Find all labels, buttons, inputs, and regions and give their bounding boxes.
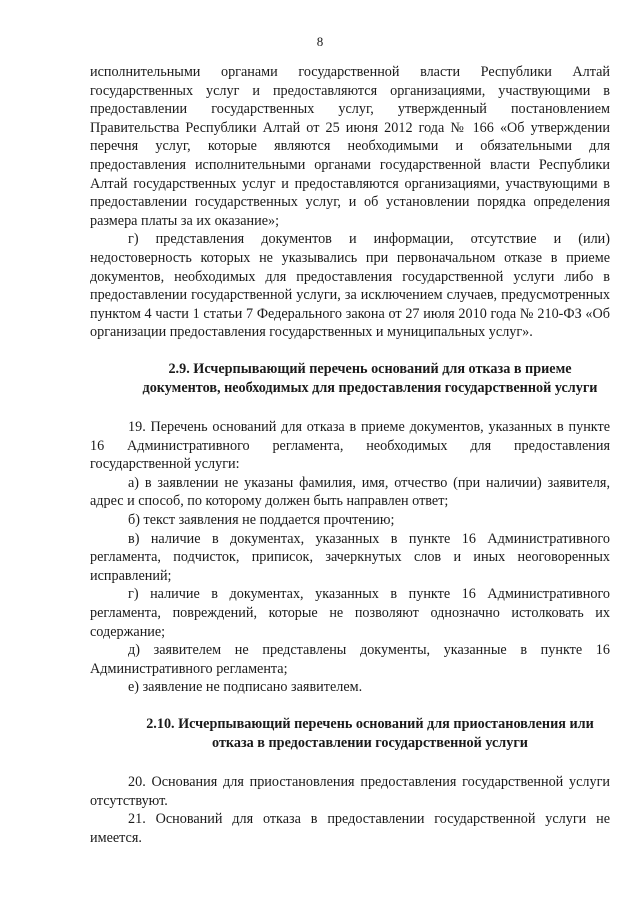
list-item: а) в заявлении не указаны фамилия, имя, отчество (при наличии) заявителя, адрес и способ, по которому должен быть направлен ответ;	[90, 474, 610, 510]
section-heading: 2.9. Исчерпывающий перечень оснований для отказа в приеме документов, необходимых для предоставления государственной услуги	[142, 360, 598, 396]
paragraph: исполнительными органами государственной власти Республики Алтай государственных услуг и предоставляются организациями, участвующими в предоставлении государственных услуг, утвержденный постановлением Правительства Республики Алтай от 25 июня 2012 года № 166 «Об утверждении перечня услуг, которые являются необходимыми и обязательными для предоставления исполнительными органами государственной власти Республики Алтай государственных услуг и предоставляются организациями, участвующими в предоставлении государственных услуг, и об установлении порядка определения размера платы за их оказание»;	[90, 64, 610, 229]
document-body	[90, 63, 610, 848]
paragraph: 21. Оснований для отказа в предоставлении государственной услуги не имеется.	[90, 811, 610, 846]
list-item: е) заявление не подписано заявителем.	[128, 679, 363, 696]
list-item: в) наличие в документах, указанных в пункте 16 Административного регламента, подчисток, приписок, зачеркнутых слов и иных неоговоренных исправлений;	[90, 530, 610, 584]
page-number: 8	[316, 34, 324, 49]
paragraph: 20. Основания для приостановления предоставления государственной услуги отсутствуют.	[90, 774, 610, 809]
list-item: г) наличие в документах, указанных в пункте 16 Административного регламента, повреждений, которые не позволяют однозначно истолковать их содержание;	[90, 586, 610, 640]
paragraph: 19. Перечень оснований для отказа в приеме документов, указанных в пункте 16 Административного регламента, необходимых для предоставления государственной услуги:	[90, 419, 610, 473]
list-item: б) текст заявления не поддается прочтению;	[128, 512, 395, 529]
paragraph: г) представления документов и информации, отсутствие и (или) недостоверность которых не указывались при первоначальном отказе в приеме документов, необходимых для предоставления государственной услуги либо в предоставлении государственной услуги, за исключением случаев, предусмотренных пунктом 4 части 1 статьи 7 Федерального закона от 27 июля 2010 года № 210-ФЗ «Об организации предоставления государственных и муниципальных услуг».	[90, 231, 610, 341]
section-heading: 2.10. Исчерпывающий перечень оснований для приостановления или отказа в предоставлении государственной услуги	[146, 716, 594, 751]
list-item: д) заявителем не представлены документы, указанные в пункте 16 Административного регламента;	[90, 642, 610, 677]
